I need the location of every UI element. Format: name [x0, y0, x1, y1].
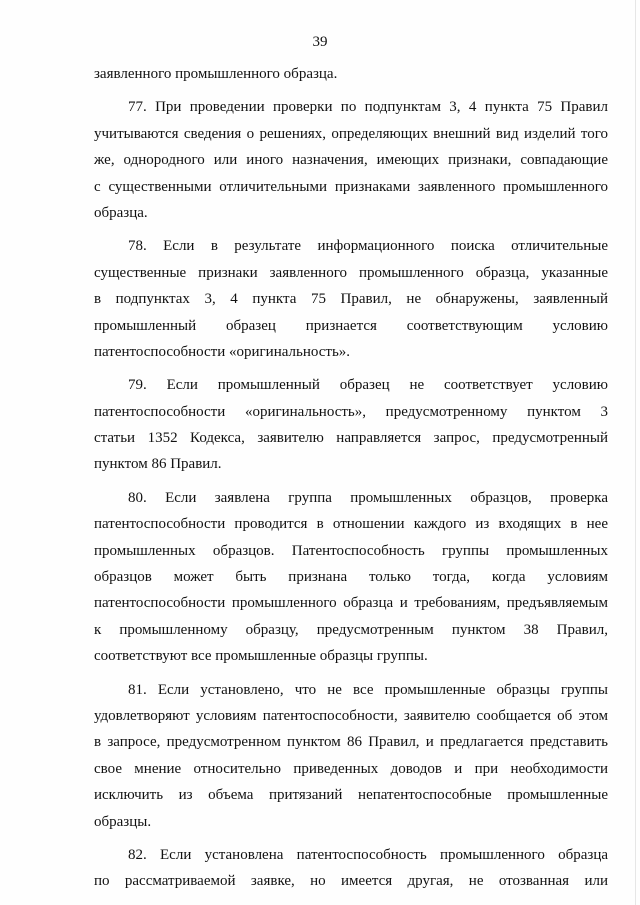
text-line: существенные признаки заявленного промышленного образца, указанные: [94, 264, 608, 281]
text-line: в подпунктах 3, 4 пункта 75 Правил, не обнаружены, заявленный: [94, 291, 608, 308]
text-line: пунктом 86 Правил.: [94, 456, 222, 473]
paragraph: [94, 485, 608, 670]
text-line: же, однородного или иного назначения, имеющих признаки, совпадающие: [94, 152, 608, 169]
paragraph-gap: [94, 87, 608, 94]
text-line: заявленного промышленного образца.: [94, 66, 338, 82]
scan-edge-line: [635, 0, 636, 905]
paragraph-gap: [94, 835, 608, 842]
text-line: патентоспособности проводится в отношении каждого из входящих в нее: [94, 516, 608, 533]
text-line: образца.: [94, 204, 148, 221]
text-line: по рассматриваемой заявке, но имеется другая, не отозванная или: [94, 873, 608, 890]
paragraph: [94, 372, 608, 478]
text-line: 82. Если установлена патентоспособность промышленного образца: [128, 846, 608, 863]
text-line: промышленных образцов. Патентоспособность группы промышленных: [94, 542, 608, 559]
paragraph: [94, 677, 608, 835]
text-line: удовлетворяют условиям патентоспособности, заявителю сообщается об этом: [94, 707, 608, 724]
text-line: исключить из объема притязаний непатентоспособные промышленные: [94, 787, 608, 804]
text-line: к промышленному образцу, предусмотренным пунктом 38 Правил,: [94, 621, 608, 638]
text-line: с существенными отличительными признаками заявленного промышленного: [94, 178, 608, 195]
text-line: патентоспособности промышленного образца и требованиям, предъявляемым: [94, 595, 608, 612]
text-line: статьи 1352 Кодекса, заявителю направляется запрос, предусмотренный: [94, 430, 608, 447]
text-line: 77. При проведении проверки по подпунктам 3, 4 пункта 75 Правил: [128, 99, 608, 116]
paragraph-gap: [94, 670, 608, 677]
document-body: [94, 61, 608, 895]
paragraph: [94, 233, 608, 365]
text-line: промышленный образец признается соответствующим условию: [94, 317, 608, 334]
text-line: 81. Если установлено, что не все промышленные образцы группы: [128, 681, 608, 698]
text-line: в запросе, предусмотренном пунктом 86 Правил, и предлагается представить: [94, 734, 608, 751]
page-number: 39: [312, 34, 328, 50]
paragraph: [94, 842, 608, 895]
text-line: 79. Если промышленный образец не соответствует условию: [128, 377, 608, 394]
paragraph-gap: [94, 365, 608, 372]
paragraph: [94, 61, 608, 87]
text-line: образцы.: [94, 813, 152, 830]
paragraph-gap: [94, 226, 608, 233]
text-line: 78. Если в результате информационного поиска отличительные: [128, 238, 608, 255]
text-line: 80. Если заявлена группа промышленных образцов, проверка: [128, 489, 608, 506]
text-line: соответствуют все промышленные образцы группы.: [94, 648, 428, 665]
text-line: свое мнение относительно приведенных доводов и при необходимости: [94, 760, 608, 777]
text-line: патентоспособности «оригинальность».: [94, 343, 351, 360]
text-line: образцов может быть признана только тогда, когда условиям: [94, 569, 608, 586]
text-line: учитываются сведения о решениях, определяющих внешний вид изделий того: [94, 125, 608, 142]
text-line: патентоспособности «оригинальность», предусмотренному пунктом 3: [94, 403, 608, 420]
paragraph: [94, 94, 608, 226]
paragraph-gap: [94, 478, 608, 485]
